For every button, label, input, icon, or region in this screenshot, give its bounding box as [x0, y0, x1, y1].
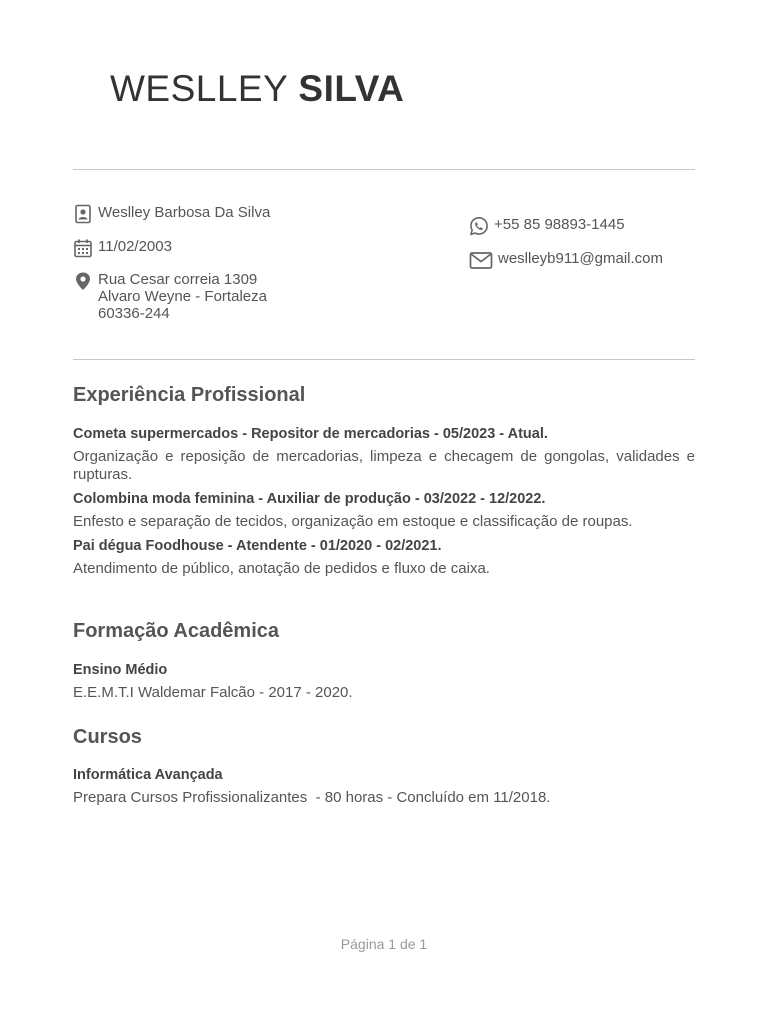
courses-list — [73, 766, 695, 813]
experience-heading: Experiência Profissional — [73, 384, 306, 406]
education-list — [73, 661, 695, 708]
calendar-icon — [73, 238, 93, 258]
experience-item — [73, 537, 695, 578]
map-pin-icon — [73, 271, 93, 291]
full-name-row — [73, 204, 270, 224]
experience-item-title: Pai dégua Foodhouse - Atendente - 01/2020 - 02/2021. — [73, 538, 442, 554]
email-row — [469, 250, 663, 270]
address-row — [73, 271, 267, 322]
info-divider — [73, 359, 695, 360]
experience-item-title: Cometa supermercados - Repositor de mercadorias - 05/2023 - Atual. — [73, 426, 548, 442]
course-item-title: Informática Avançada — [73, 767, 223, 783]
header-divider — [73, 169, 695, 170]
phone: +55 85 98893-1445 — [494, 216, 625, 233]
course-item — [73, 766, 695, 807]
address-line-3: 60336-244 — [98, 305, 170, 322]
envelope-icon — [469, 250, 493, 270]
page-number: Página 1 de 1 — [340, 936, 428, 952]
experience-item-desc: Atendimento de público, anotação de pedidos e fluxo de caixa. — [73, 560, 490, 577]
email: weslleyb911@gmail.com — [498, 250, 664, 267]
experience-list — [73, 425, 695, 584]
experience-item-desc: Organização e reposição de mercadorias, limpeza e checagem de gongolas, validades e rupturas. — [73, 448, 695, 483]
experience-item-title: Colombina moda feminina - Auxiliar de produção - 03/2022 - 12/2022. — [73, 491, 546, 507]
birth-date-row — [73, 238, 172, 258]
course-item-desc: Prepara Cursos Profissionalizantes - 80 horas - Concluído em 11/2018. — [73, 789, 551, 806]
last-name: SILVA — [298, 68, 405, 109]
experience-item — [73, 425, 695, 484]
education-heading: Formação Acadêmica — [73, 620, 280, 642]
education-item — [73, 661, 695, 702]
courses-heading: Cursos — [73, 726, 142, 748]
resume-name — [110, 68, 404, 110]
whatsapp-icon — [469, 216, 489, 236]
birth-date: 11/02/2003 — [98, 238, 172, 255]
education-item-title: Ensino Médio — [73, 662, 168, 678]
first-name: WESLLEY — [110, 68, 288, 109]
address-line-2: Alvaro Weyne - Fortaleza — [98, 288, 267, 305]
full-name: Weslley Barbosa Da Silva — [98, 204, 271, 221]
education-item-desc: E.E.M.T.I Waldemar Falcão - 2017 - 2020. — [73, 684, 353, 701]
experience-item — [73, 490, 695, 531]
address — [98, 271, 267, 322]
phone-row — [469, 216, 625, 236]
address-line-1: Rua Cesar correia 1309 — [98, 271, 258, 288]
experience-item-desc: Enfesto e separação de tecidos, organização em estoque e classificação de roupas. — [73, 513, 633, 530]
id-badge-icon — [73, 204, 93, 224]
